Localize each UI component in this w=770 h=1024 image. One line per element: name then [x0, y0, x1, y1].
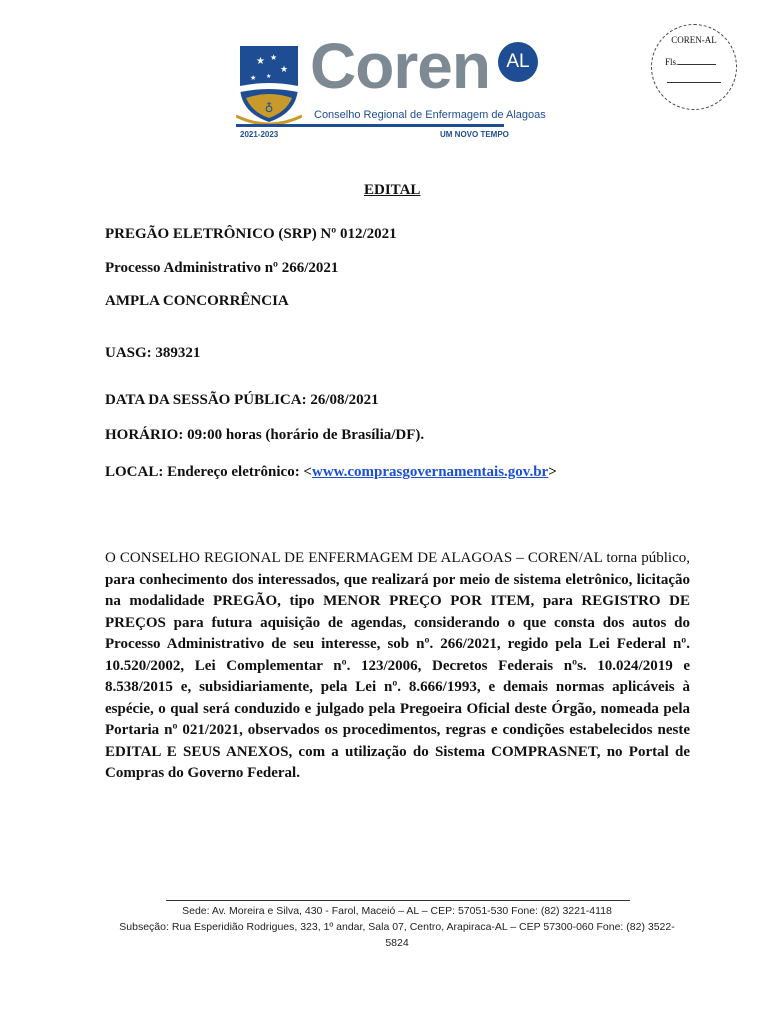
location-suffix: >	[548, 464, 557, 480]
stamp-fls-label: Fls.	[665, 57, 679, 67]
session-time: HORÁRIO: 09:00 horas (horário de Brasília/DF).	[105, 427, 425, 443]
competition-type: AMPLA CONCORRÊNCIA	[105, 293, 289, 309]
svg-text:★: ★	[270, 53, 278, 62]
uasg-code: UASG: 389321	[105, 345, 201, 361]
edital-body	[105, 548, 690, 785]
footer-divider	[166, 900, 630, 901]
session-location	[105, 464, 557, 481]
body-intro: O CONSELHO REGIONAL DE ENFERMAGEM DE ALAGOAS – COREN/AL torna público,	[105, 550, 690, 566]
coren-shield-icon	[236, 40, 302, 124]
brand-motto: UM NOVO TEMPO	[440, 130, 509, 139]
brand-subtitle: Conselho Regional de Enfermagem de Alagoas	[314, 109, 546, 121]
location-link[interactable]: www.comprasgovernamentais.gov.br	[311, 464, 549, 480]
process-number: Processo Administrativo nº 266/2021	[105, 260, 339, 276]
svg-text:★: ★	[280, 65, 289, 75]
svg-text:★: ★	[256, 56, 265, 67]
stamp-title: COREN-AL	[671, 35, 717, 45]
svg-text:★: ★	[266, 73, 272, 80]
auction-number: PREGÃO ELETRÔNICO (SRP) Nº 012/2021	[105, 226, 397, 242]
brand-years: 2021-2023	[240, 130, 279, 139]
body-main: para conhecimento dos interessados, que realizará por meio de sistema eletrônico, licitação na modalidade PREGÃO, tipo MENOR PREÇO POR ITEM, para REGISTRO DE PREÇOS para futura aquisição de agendas, considerando o que consta dos autos do Processo Administrativo de seu interesse, sob nº. 266/2021, regido pela Lei Federal nº. 10.520/2002, Lei Complementar nº. 123/2006, Decretos Federais nºs. 10.024/2019 e 8.538/2015 e, subsidiariamente, pela Lei nº. 8.666/1993, e demais normas aplicáveis à espécie, o qual será conduzido e julgado pela Pregoeira Oficial deste Órgão, nomeada pela Portaria nº 021/2021, observados os procedimentos, regras e condições estabelecidos neste EDITAL E SEUS ANEXOS, com a utilização do Sistema COMPRASNET, no Portal de Compras do Governo Federal.	[105, 571, 690, 781]
svg-text:♁: ♁	[264, 101, 274, 115]
brand-divider	[236, 124, 504, 127]
svg-text:★: ★	[250, 74, 257, 82]
coren-logo	[236, 30, 546, 140]
footer-branch: Subseção: Rua Esperidião Rodrigues, 323, 1º andar, Sala 07, Centro, Arapiraca-AL – CEP 57300-060 Fone: (82) 3522-5824	[119, 921, 675, 949]
page-number-stamp	[651, 24, 737, 110]
stamp-signature-line	[667, 82, 721, 83]
footer-headquarters: Sede: Av. Moreira e Silva, 430 - Farol, Maceió – AL – CEP: 57051-530 Fone: (82) 3221-4118	[182, 905, 612, 917]
brand-name: Coren	[310, 30, 490, 102]
brand-badge: AL	[498, 42, 538, 82]
document-title: EDITAL	[364, 182, 421, 198]
stamp-fls-line	[665, 57, 716, 67]
location-prefix: LOCAL: Endereço eletrônico: <	[105, 464, 312, 480]
session-date: DATA DA SESSÃO PÚBLICA: 26/08/2021	[105, 392, 379, 408]
